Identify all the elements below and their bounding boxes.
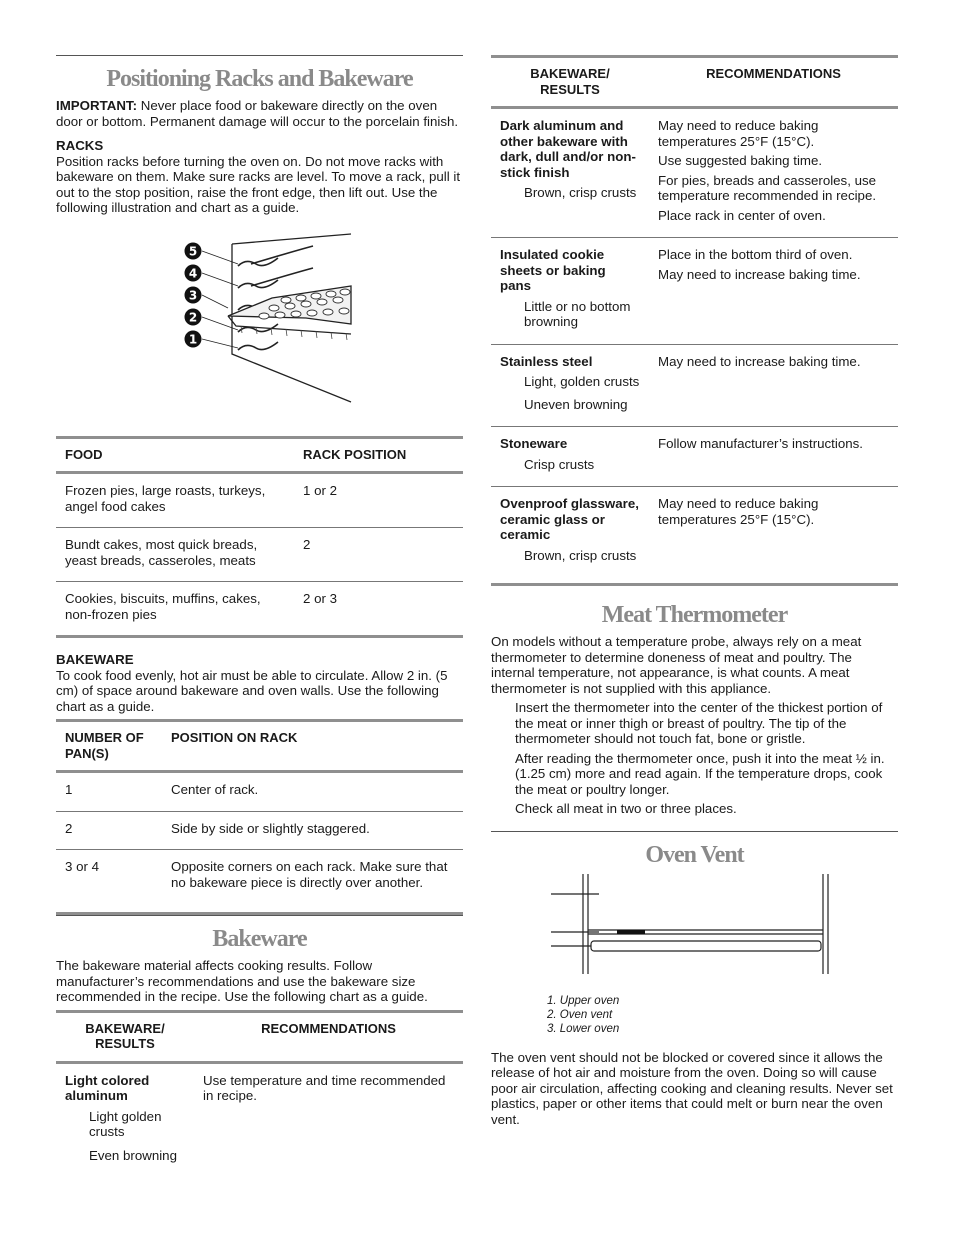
oven-vent-text: The oven vent should not be blocked or covered since it allows the release of hot air and moisture from the oven. Doing so will cause poor air circulation, affecting cooking and cleaning results. Never set plastics, paper or other items that could melt or burn near the oven vent. — [491, 1049, 893, 1127]
rack-number-3: 3 — [188, 288, 198, 302]
header-bakeware-results: BAKEWARE/ RESULTS — [56, 1011, 194, 1062]
table-row — [491, 108, 898, 238]
table-row — [56, 850, 463, 914]
bakeware-result: Crisp crusts — [524, 456, 595, 472]
table-row — [491, 487, 898, 585]
bakeware-recommendation: May need to increase baking time. — [658, 353, 861, 369]
pan-position-table — [56, 719, 463, 915]
food-cell: Cookies, biscuits, muffins, cakes, non-frozen pies — [56, 582, 294, 637]
header-rack-position: RACK POSITION — [294, 437, 463, 473]
bakeware-result: Light, golden crusts — [524, 374, 640, 389]
bakeware-result: Even browning — [89, 1147, 177, 1163]
oven-vent-illustration — [491, 874, 898, 994]
rack-illustration — [56, 224, 463, 424]
bakeware-recommendation: Use temperature and time recommended in recipe. — [203, 1072, 446, 1103]
oven-vent-title: Oven Vent — [645, 841, 744, 868]
important-text: Never place food or bakeware directly on the oven door or bottom. Permanent damage will occur to the porcelain finish. — [56, 98, 459, 129]
table-row — [56, 528, 463, 582]
table-row — [56, 811, 463, 850]
bakeware-recommendation: Follow manufacturer’s instructions. — [658, 436, 863, 451]
oven-racks-drawing — [56, 224, 463, 424]
header-number-of-pans: NUMBER OF PAN(S) — [56, 721, 162, 772]
oven-vent-drawing — [491, 874, 898, 982]
racks-text: Position racks before turning the oven on. Do not move racks with bakeware on them. Make sure racks are level. To move a rack, pull it out to the stop position, raise the front edge, then lift out. Use the following illustration and chart as a guide. — [56, 153, 461, 215]
table-row — [56, 1062, 463, 1177]
table-row — [56, 582, 463, 637]
important-note — [56, 98, 463, 129]
pan-position-cell: Opposite corners on each rack. Make sure that no bakeware piece is directly over another. — [162, 850, 463, 914]
table-row — [56, 772, 463, 812]
meat-thermometer-title: Meat Thermometer — [601, 602, 788, 628]
bakeware-recommendation: May need to reduce baking temperatures 25°F (15°C). — [658, 118, 819, 149]
vent-caption-upper: 1. Upper oven — [547, 994, 620, 1007]
bakeware-recommendation: For pies, breads and casseroles, use temperature recommended in recipe. — [658, 172, 877, 203]
bakeware-recommendation: May need to reduce baking temperatures 25°F (15°C). — [658, 496, 819, 527]
bakeware-material: Stainless steel — [500, 353, 593, 369]
pan-number-cell: 2 — [56, 811, 162, 850]
meat-instruction: Insert the thermometer into the center of the thickest portion of the meat or inner thigh or breast of poultry. The tip of the thermometer should not touch fat, bone or gristle. — [515, 700, 883, 746]
bakeware-material: Dark aluminum and other bakeware with dark, dull and/or non-stick finish — [500, 118, 636, 180]
rack-number-badges — [185, 242, 202, 347]
vent-caption-lower: 3. Lower oven — [547, 1022, 620, 1035]
bakeware-title: Bakeware — [212, 926, 307, 952]
rack-position-table — [56, 436, 463, 639]
header-bakeware-results: BAKEWARE/ RESULTS — [491, 57, 649, 108]
meat-instruction: After reading the thermometer once, push it into the meat ½ in. (1.25 cm) more and read again. If the temperature drops, cook the meat or poultry longer. — [515, 750, 885, 797]
bakeware-recommendation: Place in the bottom third of oven. — [658, 247, 853, 262]
bakeware-result: Light golden crusts — [89, 1108, 162, 1139]
bakeware-material: Light colored aluminum — [65, 1072, 150, 1103]
bakeware-recommendation: May need to increase baking time. — [658, 266, 861, 282]
table-row — [491, 344, 898, 427]
table-row — [491, 238, 898, 345]
pan-position-cell: Center of rack. — [171, 782, 259, 797]
rack-position-cell: 2 — [294, 528, 463, 582]
important-label: IMPORTANT: — [56, 98, 138, 113]
bakeware-table-right — [491, 55, 898, 586]
header-recommendations: RECOMMENDATIONS — [649, 57, 898, 108]
section-rule — [491, 831, 898, 832]
bakeware-material-text: The bakeware material affects cooking results. Follow manufacturer’s recommendations and use the bakeware size recommended in the recipe. Use the following chart as a guide. — [56, 958, 428, 1004]
bakeware-material: Ovenproof glassware, ceramic glass or ceramic — [500, 496, 639, 542]
pan-number-cell: 1 — [65, 782, 73, 797]
rack-number-2: 2 — [188, 310, 198, 324]
right-column — [491, 55, 898, 1127]
bakeware-recommendation: Use suggested baking time. — [658, 153, 823, 168]
pan-position-cell: Side by side or slightly staggered. — [162, 811, 463, 850]
header-recommendations: RECOMMENDATIONS — [194, 1011, 463, 1062]
meat-intro-text: On models without a temperature probe, always rely on a meat thermometer to determine doneness of meat and poultry. The internal temperature, not appearance, is what counts. A meat thermometer is not supplied with this appliance. — [491, 634, 862, 696]
vent-caption-vent: 2. Oven vent — [547, 1008, 613, 1021]
header-position-on-rack: POSITION ON RACK — [162, 721, 463, 772]
food-cell: Frozen pies, large roasts, turkeys, angel food cakes — [65, 483, 266, 514]
header-food: FOOD — [56, 437, 294, 473]
rack-number-4: 4 — [188, 266, 198, 280]
bakeware-material: Stoneware — [500, 436, 568, 451]
bakeware-material: Insulated cookie sheets or baking pans — [500, 247, 606, 293]
bakeware-result: Brown, crisp crusts — [524, 185, 637, 200]
section-rule — [56, 55, 463, 56]
rack-number-1: 1 — [188, 332, 198, 346]
table-row — [56, 473, 463, 528]
left-column — [56, 55, 463, 1177]
bakeware-recommendation: Place rack in center of oven. — [658, 207, 826, 223]
bakeware-result: Uneven browning — [524, 396, 628, 412]
section-rule — [56, 915, 463, 916]
rack-position-cell: 1 or 2 — [303, 483, 338, 498]
bakeware-intro-text: To cook food evenly, hot air must be able to circulate. Allow 2 in. (5 cm) of space around bakeware and oven walls. Use the following chart as a guide. — [56, 667, 448, 714]
pan-number-cell: 3 or 4 — [56, 850, 162, 914]
table-row — [491, 427, 898, 487]
rack-position-cell: 2 or 3 — [294, 582, 463, 637]
bakeware-result: Brown, crisp crusts — [524, 547, 637, 563]
bakeware-heading: BAKEWARE — [56, 652, 134, 667]
racks-heading: RACKS — [56, 138, 104, 153]
bakeware-result: Little or no bottom browning — [524, 298, 631, 329]
food-cell: Bundt cakes, most quick breads, yeast breads, casseroles, meats — [56, 528, 294, 582]
bakeware-table-left — [56, 1010, 463, 1178]
meat-instruction: Check all meat in two or three places. — [515, 801, 737, 816]
rack-number-5: 5 — [188, 244, 198, 258]
positioning-title: Positioning Racks and Bakeware — [106, 66, 413, 92]
